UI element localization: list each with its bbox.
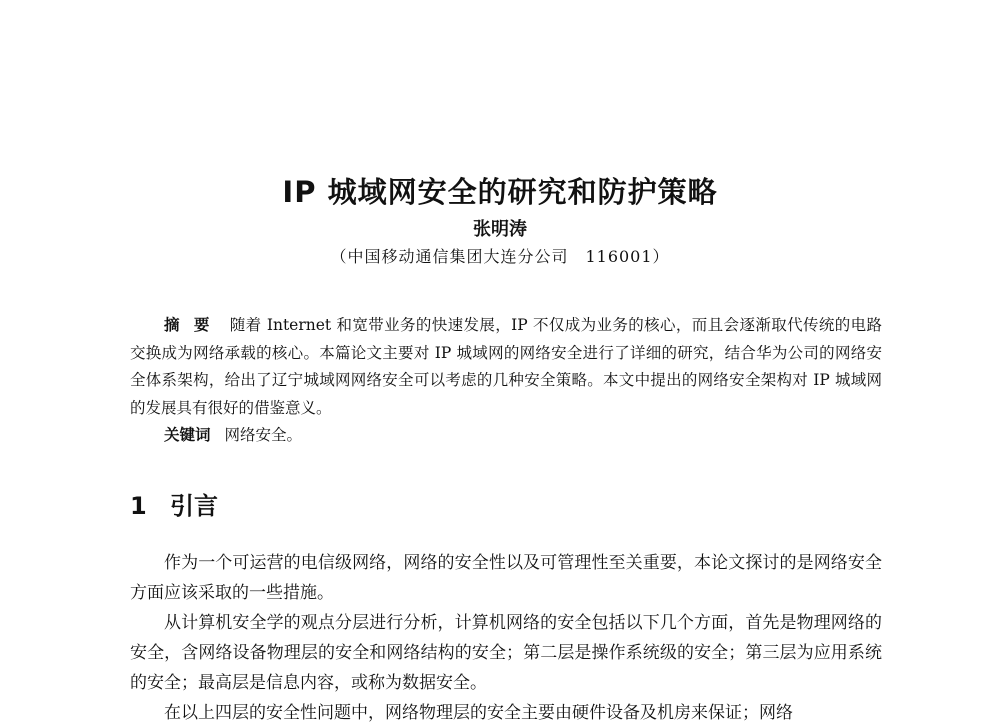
body-paragraph: 作为一个可运营的电信级网络，网络的安全性以及可管理性至关重要，本论文探讨的是网络安全方面应该采取的一些措施。 bbox=[130, 553, 882, 603]
body-paragraph: 从计算机安全学的观点分层进行分析，计算机网络的安全包括以下几个方面，首先是物理网络的安全，含网络设备物理层的安全和网络结构的安全；第二层是操作系统级的安全；第三层为应用系统的安全；最高层是信息内容，或称为数据安全。 bbox=[130, 613, 882, 693]
author-name: 张明涛 bbox=[473, 219, 527, 240]
abstract-label: 摘要 bbox=[164, 316, 224, 334]
body-paragraph: 在以上四层的安全性问题中，网络物理层的安全主要由硬件设备及机房来保证；网络 bbox=[164, 703, 793, 723]
abstract-text: 随着 Internet 和宽带业务的快速发展，IP 不仅成为业务的核心，而且会逐渐取代传统的电路交换成为网络承载的核心。本篇论文主要对 IP 城域网的网络安全进行了详细的研究，结合华为公司的网络安全体系架构，给出了辽宁城域网网络安全可以考虑的几种安全策略。本文中提出的网络安全架构对 IP 城域网的发展具有很好的借鉴意义。 bbox=[130, 316, 882, 417]
section-number: 1 bbox=[130, 492, 147, 520]
keywords-text: 网络安全。 bbox=[224, 426, 303, 444]
abstract-paragraph bbox=[130, 312, 882, 422]
section-heading bbox=[130, 486, 218, 521]
abstract-block bbox=[130, 312, 882, 450]
keywords-line bbox=[130, 422, 882, 450]
section-title: 引言 bbox=[170, 492, 218, 520]
keywords-label: 关键词 bbox=[164, 426, 211, 444]
paper-title: IP 城域网安全的研究和防护策略 bbox=[282, 175, 718, 209]
section-body bbox=[130, 548, 882, 728]
author-affiliation: （中国移动通信集团大连分公司 116001） bbox=[330, 247, 670, 266]
